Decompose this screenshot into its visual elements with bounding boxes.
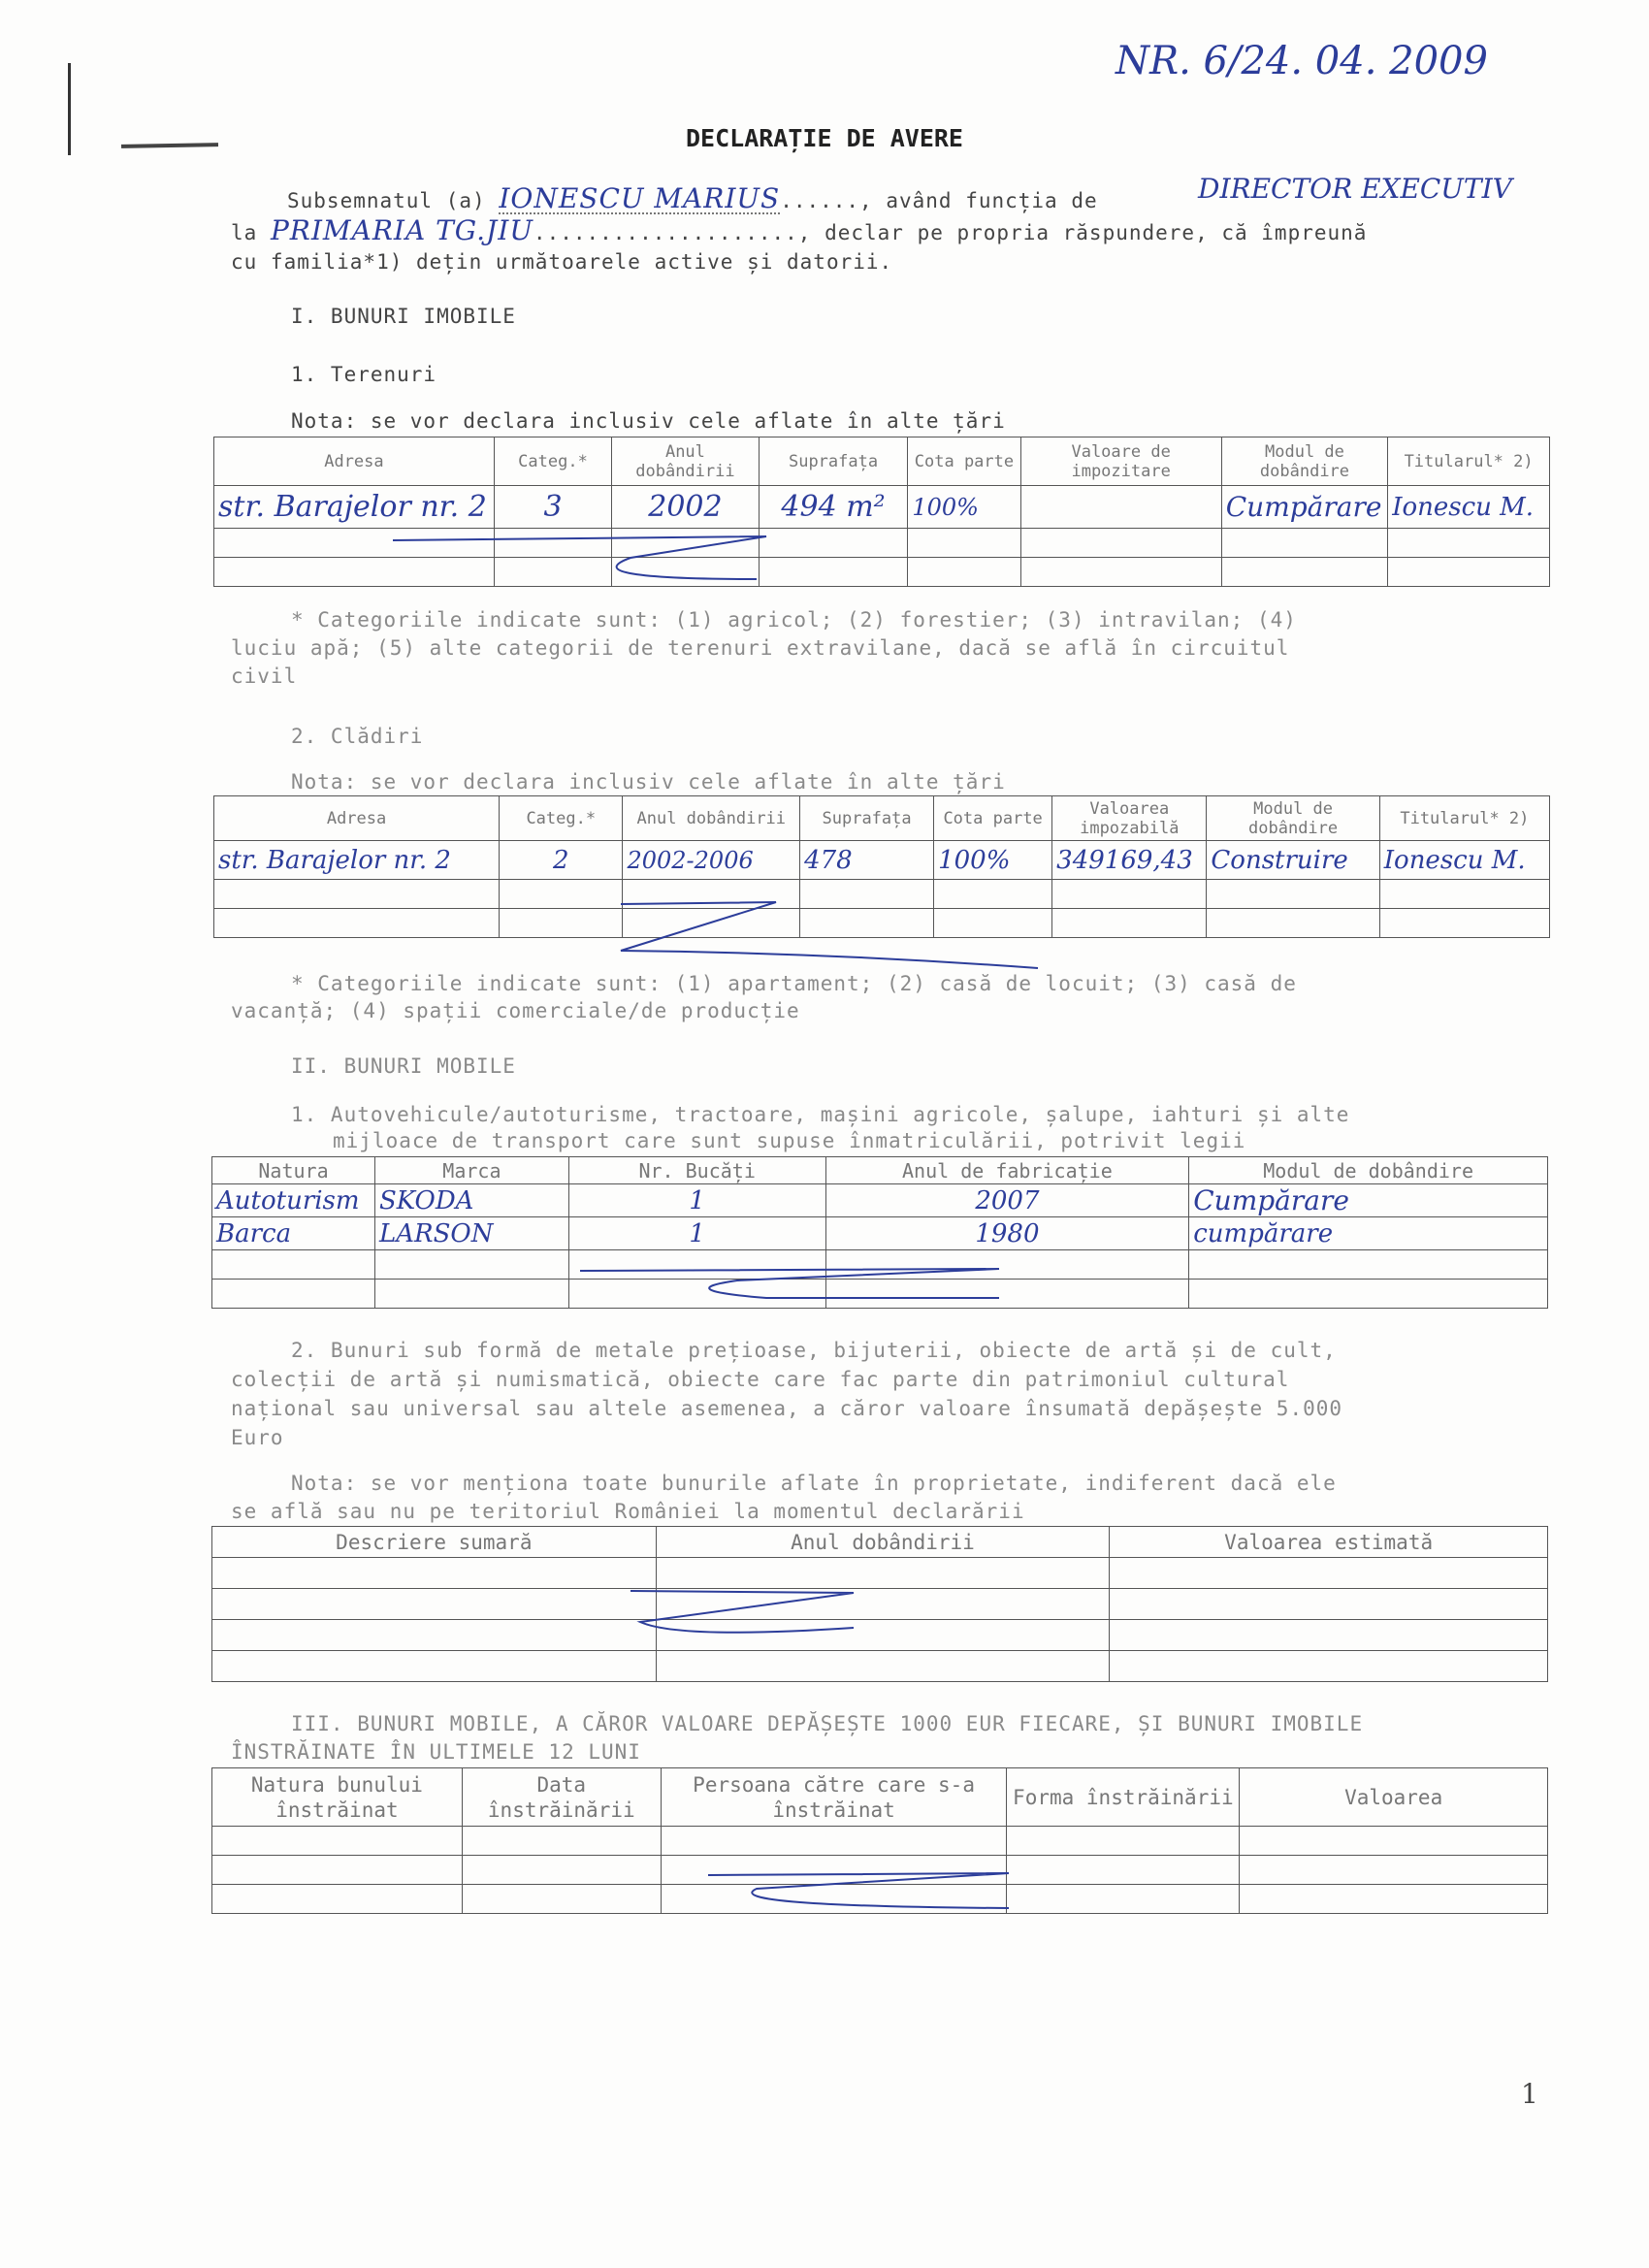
declarant-name: IONESCU MARIUS [499,182,781,214]
strikethrough-mark [621,1583,863,1651]
cladiri-note: Nota: se vor declara inclusiv cele aflate în alte țări [291,770,1006,794]
intro-line-3: cu familia*1) dețin următoarele active și datorii. [231,250,893,274]
valuables-line-3: național sau universal sau altele asemenea, a căror valoare însumată depășește 5.000 [231,1397,1343,1420]
col-anul: Anul dobândirii [612,437,760,486]
table-row: str. Barajelor nr. 2 2 2002-2006 478 100% 349169,43 Construire Ionescu M. [214,841,1550,880]
strikethrough-mark [698,1867,1018,1916]
col-categ: Categ.* [494,437,611,486]
table-row [212,1651,1548,1682]
valuables-note-1: Nota: se vor menționa toate bunurile aflate în proprietate, indiferent dacă ele [291,1472,1337,1495]
valuables-line-2: colecții de artă și numismatică, obiecte care fac parte din patrimoniul cultural [231,1368,1290,1391]
table-row [212,1589,1548,1620]
valuables-line-1: 2. Bunuri sub formă de metale prețioase, bijuterii, obiecte de artă și de cult, [291,1339,1337,1362]
valuables-line-4: Euro [231,1426,284,1449]
col-adresa: Adresa [214,437,495,486]
cladiri-footnote-2: vacanță; (4) spații comerciale/de producție [231,999,800,1022]
table-row [212,1827,1548,1856]
table-row: Autoturism SKODA 1 2007 Cumpărare [212,1184,1548,1217]
table-row: str. Barajelor nr. 2 3 2002 494 m² 100% Cumpărare Ionescu M. [214,486,1550,529]
valuables-note-2: se află sau nu pe teritoriul României la momentul declarării [231,1500,1025,1523]
terenuri-note: Nota: se vor declara inclusiv cele aflate în alte țări [291,409,1006,433]
valuables-table: Descriere sumară Anul dobândirii Valoarea estimată [211,1526,1548,1682]
institution: PRIMARIA TG.JIU [270,214,534,246]
alienated-goods-table: Natura bunului înstrăinat Data înstrăinării Persoana către care s-a înstrăinat Forma înstrăinării Valoarea [211,1767,1548,1914]
section-i-heading: I. BUNURI IMOBILE [291,305,516,328]
vehicles-heading-1: 1. Autovehicule/autoturisme, tractoare, mașini agricole, șalupe, iahturi și alte [291,1103,1350,1126]
terenuri-footnote-2: luciu apă; (5) alte categorii de terenuri extravilane, dacă se află în circuitul [231,636,1290,660]
col-suprafata: Suprafața [759,437,908,486]
col-cota: Cota parte [908,437,1020,486]
page-number: 1 [1521,2078,1538,2110]
vehicles-heading-2: mijloace de transport care sunt supuse înmatriculării, potrivit legii [333,1129,1246,1152]
section-ii-heading: II. BUNURI MOBILE [291,1054,516,1078]
terenuri-footnote-1: * Categoriile indicate sunt: (1) agricol; (2) forestier; (3) intravilan; (4) [291,608,1297,632]
intro-line-2: la PRIMARIA TG.JIU...................., declar pe propria răspundere, că împreună [231,214,1368,246]
table-row [212,1620,1548,1651]
cladiri-table: Adresa Categ.* Anul dobândirii Suprafața Cota parte Valoarea impozabilă Modul de dobândire Titularul* 2) str. Barajelor nr. 2 2 2002-2006 478 100% 349169,43 Construire Ionescu M. [213,795,1550,938]
vehicles-table: Natura Marca Nr. Bucăți Anul de fabricație Modul de dobândire Autoturism SKODA 1 2007 Cumpărare Barca LARSON 1 1980 cumpărare [211,1156,1548,1309]
terenuri-footnote-3: civil [231,664,298,688]
col-titular: Titularul* 2) [1388,437,1550,486]
col-valoare: Valoare de impozitare [1020,437,1221,486]
strikethrough-mark [611,892,1057,970]
declarant-function: DIRECTOR EXECUTIV [1198,173,1512,205]
section-iii-heading-1: III. BUNURI MOBILE, A CĂROR VALOARE DEPĂȘEȘTE 1000 EUR FIECARE, ȘI BUNURI IMOBILE [291,1712,1364,1735]
strikethrough-mark [572,1261,1018,1310]
strikethrough-mark [378,529,786,587]
table-row [212,1558,1548,1589]
registration-number: NR. 6/24. 04. 2009 [1116,39,1488,83]
cladiri-heading: 2. Clădiri [291,725,424,748]
cladiri-footnote-1: * Categoriile indicate sunt: (1) apartament; (2) casă de locuit; (3) casă de [291,972,1297,995]
intro-line-1: Subsemnatul (a) IONESCU MARIUS......, având funcția de [287,182,1098,214]
page-title: DECLARAȚIE DE AVERE [686,124,963,152]
table-row: Barca LARSON 1 1980 cumpărare [212,1217,1548,1250]
section-iii-heading-2: ÎNSTRĂINATE ÎN ULTIMELE 12 LUNI [231,1740,641,1764]
col-modul: Modul de dobândire [1221,437,1387,486]
terenuri-heading: 1. Terenuri [291,363,437,386]
